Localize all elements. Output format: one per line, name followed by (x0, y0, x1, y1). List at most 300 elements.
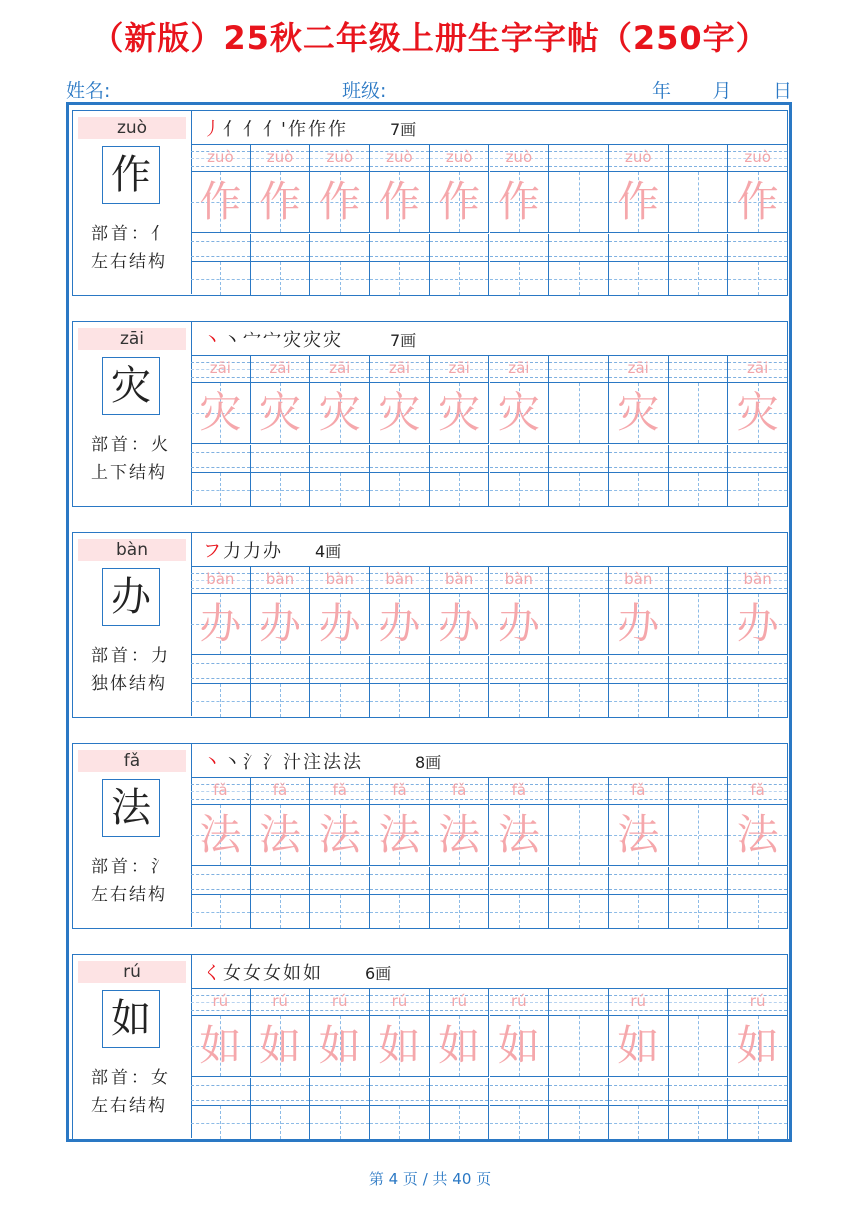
radical-label: 部首：女 (91, 1068, 171, 1088)
structure-label: 左右结构 (91, 252, 167, 272)
character-practice-cell[interactable] (370, 684, 430, 717)
character-practice-cell[interactable] (728, 172, 788, 233)
pinyin-practice-cell[interactable] (370, 867, 430, 895)
character-practice-cell[interactable] (370, 1106, 430, 1139)
character-practice-cell[interactable] (609, 805, 669, 866)
character-practice-cell[interactable] (310, 805, 370, 866)
character-practice-cell[interactable] (191, 1016, 251, 1077)
pinyin-practice-cell[interactable] (728, 867, 788, 895)
character-practice-cell[interactable] (549, 805, 609, 866)
pinyin-guide-lines (310, 241, 369, 257)
trace-pinyin: zāi (329, 359, 351, 377)
pinyin-guide-lines (609, 874, 668, 890)
character-practice-cell[interactable] (430, 262, 490, 295)
character-practice-cell[interactable] (490, 172, 550, 233)
character-practice-cell[interactable] (669, 805, 729, 866)
character-practice-cell[interactable] (549, 1106, 609, 1139)
guide-horizontal (549, 701, 608, 702)
pinyin-practice-cell[interactable] (728, 145, 788, 172)
pinyin-practice-cell[interactable] (430, 234, 490, 262)
pinyin-practice-cell[interactable] (549, 145, 609, 172)
guide-horizontal (669, 413, 728, 414)
pinyin-practice-cell[interactable] (310, 867, 370, 895)
stroke-step: 力 (243, 541, 261, 562)
pinyin-practice-cell[interactable] (251, 656, 311, 684)
character-practice-cell[interactable] (191, 262, 251, 295)
stroke-step: 氵 (243, 752, 261, 773)
pinyin-guide-lines (490, 874, 549, 890)
pinyin-practice-cell[interactable] (191, 778, 251, 805)
character-practice-cell[interactable] (609, 1016, 669, 1077)
pinyin-practice-cell[interactable] (549, 445, 609, 473)
pinyin-guide-lines (728, 452, 787, 468)
character-practice-cell[interactable] (728, 895, 788, 928)
character-practice-cell[interactable] (728, 684, 788, 717)
character-practice-cell[interactable] (669, 262, 729, 295)
pinyin-practice-cell[interactable] (669, 1078, 729, 1106)
pinyin-practice-cell[interactable] (609, 234, 669, 262)
character-practice-cell[interactable] (191, 684, 251, 717)
guide-horizontal (490, 701, 549, 702)
pinyin-practice-cell[interactable] (251, 778, 311, 805)
pinyin-practice-cell[interactable] (251, 445, 311, 473)
stroke-count: 4画 (315, 542, 342, 561)
pinyin-practice-cell[interactable] (549, 656, 609, 684)
character-practice-cell[interactable] (728, 1106, 788, 1139)
stroke-order-steps (203, 748, 363, 774)
pinyin-practice-cell[interactable] (609, 567, 669, 594)
pinyin-practice-cell[interactable] (728, 567, 788, 594)
character-practice-cell[interactable] (310, 172, 370, 233)
character-practice-cell[interactable] (310, 594, 370, 655)
pinyin-guide-lines (669, 784, 728, 800)
pinyin-guide-lines (609, 1085, 668, 1101)
trace-character: 作 (617, 177, 660, 226)
character-practice-cell[interactable] (609, 1106, 669, 1139)
pinyin-practice-cell[interactable] (430, 356, 490, 383)
pinyin-practice-cell[interactable] (490, 656, 550, 684)
pinyin-practice-cell[interactable] (310, 989, 370, 1016)
day-label: 日 (772, 80, 792, 102)
stroke-step: 办 (263, 541, 281, 562)
stroke-order-steps (203, 115, 348, 141)
pinyin-practice-cell[interactable] (549, 989, 609, 1016)
pinyin-practice-cell[interactable] (549, 234, 609, 262)
pinyin-practice-cell[interactable] (191, 867, 251, 895)
character-practice-cell[interactable] (728, 473, 788, 506)
character-practice-cell[interactable] (370, 383, 430, 444)
pinyin-guide-lines (549, 241, 608, 257)
pinyin-practice-cell[interactable] (728, 445, 788, 473)
pinyin-practice-cell[interactable] (310, 445, 370, 473)
stroke-step: 汁 (283, 752, 301, 773)
character-practice-cell[interactable] (669, 594, 729, 655)
character-practice-cell[interactable] (430, 684, 490, 717)
character-practice-cell[interactable] (490, 383, 550, 444)
trace-pinyin: zuò (326, 148, 354, 166)
pinyin-practice-cell[interactable] (251, 1078, 311, 1106)
pinyin-practice-cell[interactable] (490, 867, 550, 895)
pinyin-practice-cell[interactable] (251, 867, 311, 895)
pinyin-mid-line (669, 369, 728, 370)
pinyin-practice-cell[interactable] (728, 778, 788, 805)
character-practice-cell[interactable] (609, 684, 669, 717)
stroke-step: 法 (343, 752, 361, 773)
character-practice-cell[interactable] (430, 895, 490, 928)
pinyin-practice-cell[interactable] (549, 867, 609, 895)
pinyin-guide-lines (669, 663, 728, 679)
pinyin-practice-cell[interactable] (251, 234, 311, 262)
pinyin-practice-cell[interactable] (549, 567, 609, 594)
pinyin-practice-cell[interactable] (370, 1078, 430, 1106)
character-practice-cell[interactable] (370, 172, 430, 233)
pinyin-practice-cell[interactable] (430, 1078, 490, 1106)
guide-horizontal (490, 912, 549, 913)
character-practice-cell[interactable] (549, 262, 609, 295)
trace-pinyin: bàn (385, 570, 414, 588)
character-practice-cell[interactable] (251, 684, 311, 717)
pinyin-guide-lines (549, 874, 608, 890)
character-practice-cell[interactable] (490, 594, 550, 655)
pinyin-practice-cell[interactable] (549, 778, 609, 805)
character-practice-cell[interactable] (191, 1106, 251, 1139)
character-practice-cell[interactable] (549, 383, 609, 444)
character-practice-cell[interactable] (310, 473, 370, 506)
character-practice-cell[interactable] (430, 1016, 490, 1077)
pinyin-practice-cell[interactable] (609, 867, 669, 895)
character-practice-cell[interactable] (490, 684, 550, 717)
pinyin-practice-cell[interactable] (310, 567, 370, 594)
guide-horizontal (609, 279, 668, 280)
character-practice-cell[interactable] (251, 895, 311, 928)
pinyin-practice-cell[interactable] (728, 989, 788, 1016)
pinyin-practice-cell[interactable] (191, 989, 251, 1016)
guide-horizontal (728, 701, 787, 702)
trace-pinyin: zāi (747, 359, 769, 377)
pinyin-practice-cell[interactable] (310, 656, 370, 684)
pinyin-practice-cell[interactable] (669, 778, 729, 805)
pinyin-practice-cell[interactable] (728, 234, 788, 262)
trace-pinyin: zuò (744, 148, 771, 166)
structure-label: 独体结构 (91, 674, 167, 694)
pinyin-practice-cell[interactable] (191, 445, 251, 473)
pinyin-practice-cell[interactable] (728, 656, 788, 684)
character-practice-cell[interactable] (490, 895, 550, 928)
character-practice-cell[interactable] (430, 805, 490, 866)
character-block (72, 743, 788, 929)
character-practice-cell[interactable] (370, 594, 430, 655)
stroke-step: 灾 (283, 330, 301, 351)
pinyin-practice-cell[interactable] (310, 1078, 370, 1106)
character-practice-cell[interactable] (370, 805, 430, 866)
pinyin-practice-cell[interactable] (430, 445, 490, 473)
pinyin-practice-cell[interactable] (609, 445, 669, 473)
pinyin-practice-cell[interactable] (609, 778, 669, 805)
pinyin-practice-cell[interactable] (191, 656, 251, 684)
character-practice-cell[interactable] (728, 262, 788, 295)
radical-label: 部首：氵 (91, 857, 171, 877)
pinyin-practice-cell[interactable] (609, 989, 669, 1016)
character-practice-cell[interactable] (310, 262, 370, 295)
trace-character: 作 (259, 177, 302, 226)
character-practice-cell[interactable] (728, 1016, 788, 1077)
pinyin-practice-cell[interactable] (430, 867, 490, 895)
pinyin-mid-line (549, 1002, 608, 1003)
character-practice-cell[interactable] (251, 172, 311, 233)
character-practice-cell[interactable] (549, 895, 609, 928)
character-practice-cell[interactable] (251, 1016, 311, 1077)
trace-character: 如 (617, 1021, 660, 1070)
guide-horizontal (310, 912, 369, 913)
pinyin-practice-cell[interactable] (310, 145, 370, 172)
trace-character: 作 (736, 177, 779, 226)
pinyin-practice-cell[interactable] (251, 567, 311, 594)
pinyin-practice-cell[interactable] (549, 356, 609, 383)
character-practice-cell[interactable] (251, 383, 311, 444)
pinyin-practice-cell[interactable] (191, 234, 251, 262)
structure-label: 左右结构 (91, 1096, 167, 1116)
guide-horizontal (728, 912, 787, 913)
character-info (73, 955, 192, 1138)
pinyin-practice-cell[interactable] (191, 567, 251, 594)
pinyin-practice-cell[interactable] (728, 356, 788, 383)
pinyin-practice-cell[interactable] (430, 656, 490, 684)
trace-pinyin: zāi (269, 359, 291, 377)
character-practice-cell[interactable] (251, 594, 311, 655)
character-practice-cell[interactable] (191, 383, 251, 444)
pinyin-guide-lines (191, 241, 250, 257)
guide-horizontal (490, 1123, 549, 1124)
pinyin-practice-cell[interactable] (191, 1078, 251, 1106)
character-practice-cell[interactable] (669, 172, 729, 233)
character-practice-cell[interactable] (609, 172, 669, 233)
pinyin-practice-cell[interactable] (669, 145, 729, 172)
pinyin-practice-cell[interactable] (370, 656, 430, 684)
trace-pinyin: rú (511, 992, 527, 1010)
guide-horizontal (669, 1123, 728, 1124)
character-practice-cell[interactable] (490, 473, 550, 506)
trace-pinyin: zāi (448, 359, 470, 377)
guide-horizontal (549, 912, 608, 913)
character-practice-cell[interactable] (549, 684, 609, 717)
guide-horizontal (549, 1123, 608, 1124)
character-practice-cell[interactable] (669, 473, 729, 506)
trace-character: 法 (736, 810, 779, 859)
pinyin-practice-cell[interactable] (609, 1078, 669, 1106)
trace-character: 法 (378, 810, 421, 859)
character-practice-cell[interactable] (310, 383, 370, 444)
character-practice-cell[interactable] (728, 383, 788, 444)
character-practice-cell[interactable] (430, 1106, 490, 1139)
character-practice-cell[interactable] (728, 805, 788, 866)
pinyin-guide-lines (490, 663, 549, 679)
pinyin-practice-cell[interactable] (370, 989, 430, 1016)
character-practice-cell[interactable] (609, 594, 669, 655)
guide-horizontal (370, 279, 429, 280)
character-practice-cell[interactable] (430, 473, 490, 506)
pinyin-practice-cell[interactable] (669, 656, 729, 684)
character-practice-cell[interactable] (310, 1106, 370, 1139)
guide-horizontal (728, 490, 787, 491)
pinyin-guide-lines (251, 452, 310, 468)
pinyin-practice-cell[interactable] (549, 1078, 609, 1106)
pinyin-practice-cell[interactable] (490, 356, 550, 383)
trace-pinyin: zāi (388, 359, 411, 377)
guide-horizontal (310, 279, 369, 280)
guide-horizontal (549, 279, 608, 280)
character-practice-cell[interactable] (609, 895, 669, 928)
pinyin-practice-cell[interactable] (430, 989, 490, 1016)
character-practice-cell[interactable] (549, 172, 609, 233)
trace-pinyin: fǎ (392, 781, 407, 799)
character-practice-cell[interactable] (430, 172, 490, 233)
pinyin-practice-cell[interactable] (609, 656, 669, 684)
guide-horizontal (191, 1123, 250, 1124)
model-character: 如 (102, 990, 160, 1048)
character-block (72, 954, 788, 1140)
pinyin-practice-cell[interactable] (669, 567, 729, 594)
character-practice-cell[interactable] (549, 594, 609, 655)
character-practice-cell[interactable] (191, 805, 251, 866)
character-practice-cell[interactable] (490, 1016, 550, 1077)
character-practice-cell[interactable] (549, 473, 609, 506)
trace-pinyin: bàn (445, 570, 474, 588)
trace-pinyin: bàn (504, 570, 533, 588)
trace-pinyin: zuò (386, 148, 413, 166)
character-practice-cell[interactable] (669, 383, 729, 444)
character-practice-cell[interactable] (370, 1016, 430, 1077)
trace-character: 灾 (438, 388, 481, 437)
pinyin-practice-cell[interactable] (191, 145, 251, 172)
pinyin-practice-cell[interactable] (191, 356, 251, 383)
guide-horizontal (251, 279, 310, 280)
pinyin-practice-cell[interactable] (310, 778, 370, 805)
pinyin-practice-cell[interactable] (370, 145, 430, 172)
character-practice-cell[interactable] (310, 684, 370, 717)
character-practice-cell[interactable] (430, 383, 490, 444)
pinyin-practice-cell[interactable] (669, 445, 729, 473)
pinyin-practice-cell[interactable] (430, 145, 490, 172)
trace-pinyin: zuò (266, 148, 294, 166)
character-practice-cell[interactable] (191, 594, 251, 655)
character-practice-cell[interactable] (669, 1106, 729, 1139)
character-practice-cell[interactable] (370, 262, 430, 295)
pinyin-practice-cell[interactable] (430, 567, 490, 594)
pinyin-practice-cell[interactable] (490, 567, 550, 594)
trace-character: 灾 (497, 388, 540, 437)
pinyin-practice-cell[interactable] (370, 778, 430, 805)
pinyin-practice-cell[interactable] (490, 778, 550, 805)
pinyin-practice-cell[interactable] (490, 1078, 550, 1106)
guide-horizontal (251, 701, 310, 702)
pinyin-practice-cell[interactable] (370, 445, 430, 473)
character-practice-cell[interactable] (191, 473, 251, 506)
character-practice-cell[interactable] (191, 895, 251, 928)
character-practice-cell[interactable] (669, 895, 729, 928)
pinyin-guide-lines (549, 1085, 608, 1101)
character-practice-cell[interactable] (251, 805, 311, 866)
pinyin-practice-cell[interactable] (728, 1078, 788, 1106)
pinyin-practice-cell[interactable] (251, 356, 311, 383)
pinyin-guide-lines (370, 452, 429, 468)
character-practice-cell[interactable] (490, 1106, 550, 1139)
pinyin-practice-cell[interactable] (490, 145, 550, 172)
pinyin-guide-lines (609, 241, 668, 257)
pinyin-guide-lines (370, 874, 429, 890)
character-practice-cell[interactable] (310, 1016, 370, 1077)
character-practice-cell[interactable] (370, 895, 430, 928)
character-practice-cell[interactable] (609, 383, 669, 444)
pinyin-guide-lines (669, 362, 728, 378)
character-practice-cell[interactable] (251, 262, 311, 295)
stroke-step: く (203, 963, 221, 984)
pinyin-practice-cell[interactable] (310, 234, 370, 262)
pinyin-practice-cell[interactable] (669, 867, 729, 895)
character-practice-cell[interactable] (490, 805, 550, 866)
pinyin-mid-line (669, 580, 728, 581)
pinyin-practice-cell[interactable] (669, 989, 729, 1016)
character-practice-cell[interactable] (669, 1016, 729, 1077)
guide-horizontal (310, 490, 369, 491)
character-practice-cell[interactable] (728, 594, 788, 655)
character-practice-cell[interactable] (549, 1016, 609, 1077)
pinyin-practice-cell[interactable] (251, 989, 311, 1016)
guide-horizontal (370, 490, 429, 491)
pinyin-guide-lines (669, 573, 728, 589)
character-practice-cell[interactable] (251, 1106, 311, 1139)
pinyin-practice-cell[interactable] (370, 567, 430, 594)
character-practice-cell[interactable] (310, 895, 370, 928)
trace-pinyin: rú (331, 992, 348, 1010)
character-practice-cell[interactable] (430, 594, 490, 655)
pinyin-practice-cell[interactable] (609, 145, 669, 172)
pinyin-practice-cell[interactable] (251, 145, 311, 172)
character-practice-cell[interactable] (191, 172, 251, 233)
pinyin-practice-cell[interactable] (669, 234, 729, 262)
character-practice-cell[interactable] (370, 473, 430, 506)
pinyin-practice-cell[interactable] (490, 989, 550, 1016)
character-practice-cell[interactable] (609, 262, 669, 295)
pinyin-practice-cell[interactable] (370, 356, 430, 383)
pinyin-guide-lines (310, 1085, 369, 1101)
structure-label: 左右结构 (91, 885, 167, 905)
trace-character: 灾 (617, 388, 660, 437)
guide-horizontal (549, 624, 608, 625)
character-practice-cell[interactable] (251, 473, 311, 506)
pinyin-guide-lines (430, 874, 489, 890)
stroke-count: 7画 (390, 331, 417, 350)
character-practice-cell[interactable] (609, 473, 669, 506)
pinyin-practice-cell[interactable] (490, 445, 550, 473)
pinyin-mid-line (669, 158, 728, 159)
pinyin-practice-cell[interactable] (609, 356, 669, 383)
trace-pinyin: fǎ (332, 781, 347, 799)
pinyin-practice-cell[interactable] (490, 234, 550, 262)
stroke-step: 氵 (263, 752, 281, 773)
pinyin-practice-cell[interactable] (669, 356, 729, 383)
pinyin-practice-cell[interactable] (370, 234, 430, 262)
character-practice-cell[interactable] (490, 262, 550, 295)
character-block (72, 532, 788, 718)
stroke-count: 8画 (415, 753, 442, 772)
pinyin-practice-cell[interactable] (430, 778, 490, 805)
character-info (73, 111, 192, 294)
model-character: 法 (102, 779, 160, 837)
trace-character: 作 (318, 177, 361, 226)
pinyin-practice-cell[interactable] (310, 356, 370, 383)
guide-horizontal (549, 413, 608, 414)
character-practice-cell[interactable] (669, 684, 729, 717)
